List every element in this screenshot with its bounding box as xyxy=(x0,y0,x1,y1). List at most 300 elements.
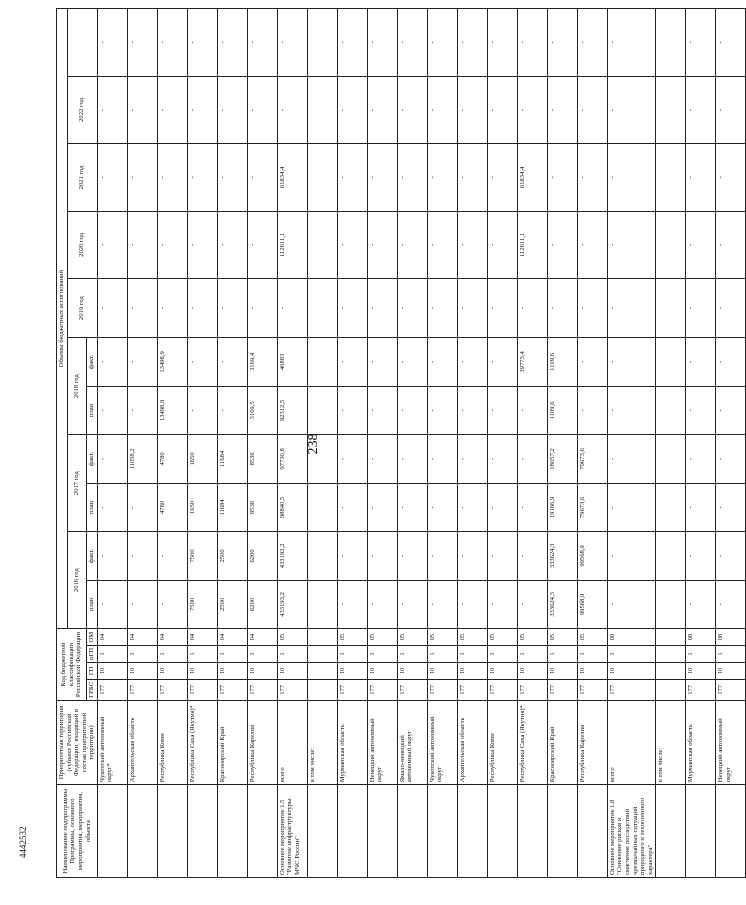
cell-value: - xyxy=(457,338,487,387)
cell-value: 18057,2 xyxy=(547,435,577,484)
cell-value: - xyxy=(517,532,547,581)
cell-value: 2500 xyxy=(217,532,247,581)
table-row xyxy=(656,9,686,878)
cell-value: - xyxy=(487,76,517,143)
cell-value: - xyxy=(187,338,217,387)
cell-value: - xyxy=(277,76,307,143)
cell-name xyxy=(397,785,427,878)
header-code-om: ОМ xyxy=(87,629,98,646)
cell-value: - xyxy=(686,580,716,629)
cell-value: - xyxy=(247,279,277,338)
cell-code: 05 xyxy=(547,629,577,646)
cell-value: - xyxy=(337,144,367,211)
cell-code: 1 xyxy=(337,646,367,663)
cell-value xyxy=(307,211,337,278)
cell-value: - xyxy=(367,580,397,629)
cell-value: - xyxy=(686,211,716,278)
cell-territory: Республика Карелия xyxy=(247,700,277,784)
table-row xyxy=(337,9,367,878)
cell-code: 10 xyxy=(457,662,487,679)
cell-value: - xyxy=(127,9,157,77)
cell-value: - xyxy=(187,211,217,278)
cell-value: - xyxy=(397,580,427,629)
header-blank xyxy=(67,9,97,77)
cell-value: 2500 xyxy=(217,580,247,629)
table-row xyxy=(607,9,655,878)
cell-value: 61834,4 xyxy=(277,144,307,211)
cell-value: 40883 xyxy=(277,338,307,387)
cell-code: 177 xyxy=(427,679,457,700)
cell-value: - xyxy=(367,483,397,532)
cell-value: 1109,6 xyxy=(547,386,577,435)
cell-territory: Республика Коми xyxy=(157,700,187,784)
header-year-2018: 2018 год xyxy=(67,338,87,435)
cell-code: 177 xyxy=(517,679,547,700)
cell-value: - xyxy=(577,279,607,338)
cell-code: 1 xyxy=(547,646,577,663)
cell-value: - xyxy=(716,483,746,532)
cell-value: - xyxy=(97,144,127,211)
cell-value: - xyxy=(337,483,367,532)
table-row xyxy=(367,9,397,878)
cell-value: - xyxy=(517,279,547,338)
cell-territory: всего xyxy=(607,700,655,784)
cell-name xyxy=(457,785,487,878)
cell-code: 1 xyxy=(187,646,217,663)
cell-code: 1 xyxy=(487,646,517,663)
cell-value: - xyxy=(686,483,716,532)
cell-value: - xyxy=(577,76,607,143)
header-name: Наименование подпрограммы Программы, основного мероприятия, мероприятия, объекта xyxy=(57,785,98,878)
doc-id: 4442532 xyxy=(18,826,28,858)
cell-code: 05 xyxy=(277,629,307,646)
cell-code xyxy=(307,679,337,700)
cell-value: - xyxy=(157,279,187,338)
page-number: 238 xyxy=(306,433,321,455)
cell-value: 4780 xyxy=(157,435,187,484)
cell-value: - xyxy=(427,532,457,581)
cell-value: - xyxy=(487,580,517,629)
cell-value: - xyxy=(157,580,187,629)
cell-code: 1 xyxy=(247,646,277,663)
cell-code: 1 xyxy=(607,646,655,663)
cell-value: - xyxy=(337,435,367,484)
cell-code: 1 xyxy=(157,646,187,663)
table-row xyxy=(427,9,457,878)
cell-code: 10 xyxy=(277,662,307,679)
cell-value: - xyxy=(367,386,397,435)
cell-value: - xyxy=(577,338,607,387)
cell-value: - xyxy=(457,580,487,629)
cell-name xyxy=(367,785,397,878)
cell-value xyxy=(656,279,686,338)
header-code-grbs: ГРБС xyxy=(87,679,98,700)
cell-name xyxy=(716,785,746,878)
cell-value: - xyxy=(217,76,247,143)
cell-code: 10 xyxy=(97,662,127,679)
cell-name: Основное мероприятие 1.8 "Снижение рисков и смягчение последствий чрезвычайных ситуаций природного и техногенного характера" xyxy=(607,785,655,878)
budget-table xyxy=(56,8,746,878)
cell-code: 1 xyxy=(397,646,427,663)
cell-value: 433193,2 xyxy=(277,580,307,629)
cell-value: - xyxy=(337,386,367,435)
cell-code: 1 xyxy=(716,646,746,663)
cell-value: 3169,4 xyxy=(247,338,277,387)
cell-value: - xyxy=(607,9,655,77)
cell-value: - xyxy=(716,76,746,143)
header-year-2016: 2016 год xyxy=(67,532,87,629)
table-row xyxy=(547,9,577,878)
cell-value: - xyxy=(157,9,187,77)
cell-value: 11684 xyxy=(217,435,247,484)
cell-value: - xyxy=(127,279,157,338)
cell-value: - xyxy=(577,9,607,77)
cell-value: - xyxy=(247,76,277,143)
cell-value: - xyxy=(397,483,427,532)
cell-value: 7500 xyxy=(187,580,217,629)
cell-code xyxy=(307,629,337,646)
cell-territory: Мурманская область xyxy=(686,700,716,784)
cell-code: 04 xyxy=(97,629,127,646)
cell-territory: Архангельская область xyxy=(457,700,487,784)
cell-code: 177 xyxy=(127,679,157,700)
cell-code: 177 xyxy=(607,679,655,700)
cell-value: - xyxy=(517,435,547,484)
cell-value: - xyxy=(716,386,746,435)
cell-name xyxy=(97,785,127,878)
cell-value: - xyxy=(217,338,247,387)
cell-value: - xyxy=(397,386,427,435)
cell-value: 13498,9 xyxy=(157,386,187,435)
cell-value: 1650 xyxy=(187,435,217,484)
cell-value: - xyxy=(547,279,577,338)
cell-value: - xyxy=(607,435,655,484)
table-header xyxy=(57,9,98,878)
cell-code: 08 xyxy=(686,629,716,646)
cell-value: - xyxy=(277,279,307,338)
cell-code: 08 xyxy=(607,629,655,646)
rotated-table-container xyxy=(56,8,732,878)
cell-code: 04 xyxy=(217,629,247,646)
cell-value: - xyxy=(337,580,367,629)
cell-value: 1109,6 xyxy=(547,338,577,387)
cell-code: 10 xyxy=(487,662,517,679)
cell-value: - xyxy=(577,211,607,278)
cell-value: - xyxy=(427,386,457,435)
cell-value: - xyxy=(427,144,457,211)
cell-value: - xyxy=(337,9,367,77)
cell-value: - xyxy=(686,76,716,143)
cell-value xyxy=(656,144,686,211)
cell-value: - xyxy=(517,386,547,435)
cell-code: 177 xyxy=(716,679,746,700)
cell-value: 8536 xyxy=(247,483,277,532)
cell-name xyxy=(547,785,577,878)
cell-value: - xyxy=(397,9,427,77)
cell-value: - xyxy=(457,483,487,532)
cell-code: 1 xyxy=(127,646,157,663)
cell-code xyxy=(656,646,686,663)
cell-value: - xyxy=(457,386,487,435)
cell-value: - xyxy=(397,211,427,278)
cell-code: 05 xyxy=(457,629,487,646)
cell-code: 177 xyxy=(577,679,607,700)
cell-value: - xyxy=(247,211,277,278)
cell-name xyxy=(307,785,337,878)
cell-value: - xyxy=(427,580,457,629)
cell-value xyxy=(656,532,686,581)
cell-value: 112611,1 xyxy=(517,211,547,278)
cell-value: - xyxy=(607,338,655,387)
cell-value: - xyxy=(397,532,427,581)
table-row xyxy=(686,9,716,878)
cell-value: - xyxy=(397,144,427,211)
cell-value: - xyxy=(127,580,157,629)
cell-code xyxy=(656,662,686,679)
cell-value xyxy=(307,279,337,338)
cell-code: 177 xyxy=(157,679,187,700)
cell-value: 11058,2 xyxy=(127,435,157,484)
cell-value: - xyxy=(127,211,157,278)
cell-value: - xyxy=(686,279,716,338)
cell-value: 99568,9 xyxy=(577,532,607,581)
cell-territory: Республика Коми xyxy=(487,700,517,784)
cell-value: - xyxy=(367,144,397,211)
cell-territory: Ямало-ненецкий автономный округ xyxy=(397,700,427,784)
cell-value: 3169,5 xyxy=(247,386,277,435)
cell-code: 05 xyxy=(577,629,607,646)
cell-value xyxy=(307,435,337,484)
cell-value: - xyxy=(517,9,547,77)
cell-value: - xyxy=(716,532,746,581)
cell-value: - xyxy=(187,76,217,143)
cell-value xyxy=(656,211,686,278)
cell-code: 05 xyxy=(367,629,397,646)
cell-code: 177 xyxy=(397,679,427,700)
cell-value: - xyxy=(367,76,397,143)
cell-value: - xyxy=(686,435,716,484)
cell-value: - xyxy=(187,144,217,211)
cell-code: 10 xyxy=(127,662,157,679)
cell-name xyxy=(247,785,277,878)
cell-value: - xyxy=(457,9,487,77)
cell-value: 39773,4 xyxy=(517,338,547,387)
cell-value: - xyxy=(457,532,487,581)
header-year-2017: 2017 год xyxy=(67,435,87,532)
cell-value: - xyxy=(157,532,187,581)
cell-value: - xyxy=(427,76,457,143)
cell-value: - xyxy=(547,76,577,143)
cell-value: - xyxy=(187,9,217,77)
cell-value: - xyxy=(337,532,367,581)
cell-value: - xyxy=(517,483,547,532)
cell-value xyxy=(307,483,337,532)
cell-value: - xyxy=(367,279,397,338)
cell-value: 92312,5 xyxy=(277,386,307,435)
cell-value: - xyxy=(487,338,517,387)
cell-code: 10 xyxy=(517,662,547,679)
cell-value: - xyxy=(367,435,397,484)
cell-code: 10 xyxy=(247,662,277,679)
cell-code: 177 xyxy=(337,679,367,700)
cell-value: - xyxy=(517,580,547,629)
cell-value: - xyxy=(127,386,157,435)
cell-value: - xyxy=(367,532,397,581)
header-budget-code: Код бюджетной классификации Российской Федерации xyxy=(57,629,87,701)
cell-value: - xyxy=(487,435,517,484)
cell-value: 7500 xyxy=(187,532,217,581)
cell-value: - xyxy=(427,483,457,532)
cell-code: 177 xyxy=(247,679,277,700)
header-code-gp: ГП xyxy=(87,662,98,679)
cell-territory: Ненецкий автономный округ xyxy=(367,700,397,784)
cell-value: - xyxy=(397,76,427,143)
table-row xyxy=(487,9,517,878)
cell-value: - xyxy=(217,386,247,435)
cell-value: - xyxy=(127,483,157,532)
cell-value: - xyxy=(367,211,397,278)
cell-value: 79673,6 xyxy=(577,483,607,532)
cell-code xyxy=(656,679,686,700)
cell-code: 05 xyxy=(337,629,367,646)
cell-value: - xyxy=(487,211,517,278)
cell-code: 177 xyxy=(547,679,577,700)
cell-value xyxy=(656,386,686,435)
cell-code: 10 xyxy=(577,662,607,679)
cell-value xyxy=(307,144,337,211)
cell-value: 97730,8 xyxy=(277,435,307,484)
cell-value: 79673,6 xyxy=(577,435,607,484)
cell-value: - xyxy=(577,386,607,435)
cell-value: - xyxy=(457,144,487,211)
header-year-2019: 2019 год xyxy=(67,279,97,338)
cell-name xyxy=(686,785,716,878)
cell-territory: в том числе: xyxy=(307,700,337,784)
cell-value: - xyxy=(427,435,457,484)
cell-territory: всего xyxy=(277,700,307,784)
cell-territory: Чукотский автономный округ* xyxy=(97,700,127,784)
cell-code: 1 xyxy=(217,646,247,663)
cell-value: - xyxy=(367,338,397,387)
cell-value: - xyxy=(487,9,517,77)
table-row xyxy=(577,9,607,878)
cell-code: 10 xyxy=(607,662,655,679)
cell-value: - xyxy=(127,76,157,143)
cell-name xyxy=(217,785,247,878)
cell-name xyxy=(577,785,607,878)
cell-value: - xyxy=(157,76,187,143)
cell-code: 10 xyxy=(187,662,217,679)
table-row xyxy=(517,9,547,878)
cell-value xyxy=(307,532,337,581)
cell-value: - xyxy=(457,279,487,338)
cell-code: 04 xyxy=(187,629,217,646)
cell-value: - xyxy=(97,9,127,77)
cell-value: - xyxy=(487,386,517,435)
header-2016-fact: факт. xyxy=(87,532,98,581)
cell-value: - xyxy=(607,386,655,435)
cell-value xyxy=(656,338,686,387)
cell-value: - xyxy=(607,580,655,629)
cell-value: - xyxy=(457,211,487,278)
cell-value: - xyxy=(716,9,746,77)
cell-value: - xyxy=(607,76,655,143)
header-2017-plan: план xyxy=(87,483,98,532)
cell-name xyxy=(157,785,187,878)
header-year-2020: 2020 год xyxy=(67,211,97,278)
cell-code: 05 xyxy=(397,629,427,646)
table-row xyxy=(277,9,307,878)
cell-value xyxy=(656,580,686,629)
cell-value: - xyxy=(686,532,716,581)
cell-value: - xyxy=(247,9,277,77)
cell-code: 10 xyxy=(716,662,746,679)
cell-value: - xyxy=(157,211,187,278)
cell-value xyxy=(656,483,686,532)
cell-name xyxy=(187,785,217,878)
cell-territory: Красноярский Край xyxy=(547,700,577,784)
cell-code: 1 xyxy=(457,646,487,663)
cell-value: - xyxy=(217,144,247,211)
header-2018-fact: факт. xyxy=(87,338,98,387)
cell-value xyxy=(656,76,686,143)
cell-value: - xyxy=(487,144,517,211)
cell-value: - xyxy=(487,279,517,338)
cell-code: 05 xyxy=(487,629,517,646)
cell-value: 333624,3 xyxy=(547,532,577,581)
header-year-2021: 2021 год xyxy=(67,144,97,211)
cell-code: 10 xyxy=(547,662,577,679)
cell-code: 1 xyxy=(517,646,547,663)
cell-value: - xyxy=(337,338,367,387)
cell-value: - xyxy=(716,338,746,387)
cell-value: 11684 xyxy=(217,483,247,532)
cell-value: - xyxy=(427,211,457,278)
cell-name xyxy=(517,785,547,878)
header-2018-plan: план xyxy=(87,386,98,435)
cell-value: - xyxy=(337,76,367,143)
cell-value xyxy=(307,580,337,629)
cell-value: - xyxy=(716,211,746,278)
cell-code: 177 xyxy=(217,679,247,700)
cell-value: - xyxy=(127,338,157,387)
cell-code: 177 xyxy=(277,679,307,700)
cell-value: - xyxy=(397,338,427,387)
cell-territory: Республика Карелия xyxy=(577,700,607,784)
cell-territory: Республика Саха (Якутия)* xyxy=(187,700,217,784)
cell-territory: Ненецкий автономный округ xyxy=(716,700,746,784)
cell-value: - xyxy=(337,211,367,278)
cell-value: - xyxy=(577,144,607,211)
table-row xyxy=(716,9,746,878)
cell-value: - xyxy=(716,144,746,211)
cell-value xyxy=(656,9,686,77)
cell-value: - xyxy=(686,144,716,211)
cell-code: 10 xyxy=(337,662,367,679)
cell-name xyxy=(487,785,517,878)
cell-code: 05 xyxy=(427,629,457,646)
cell-value: - xyxy=(686,338,716,387)
cell-name xyxy=(656,785,686,878)
cell-value: - xyxy=(517,76,547,143)
cell-value xyxy=(307,338,337,387)
cell-value: 4780 xyxy=(157,483,187,532)
cell-territory: Мурманская область xyxy=(337,700,367,784)
cell-value: - xyxy=(217,9,247,77)
cell-value: - xyxy=(607,279,655,338)
cell-value: - xyxy=(277,9,307,77)
cell-value: - xyxy=(607,483,655,532)
